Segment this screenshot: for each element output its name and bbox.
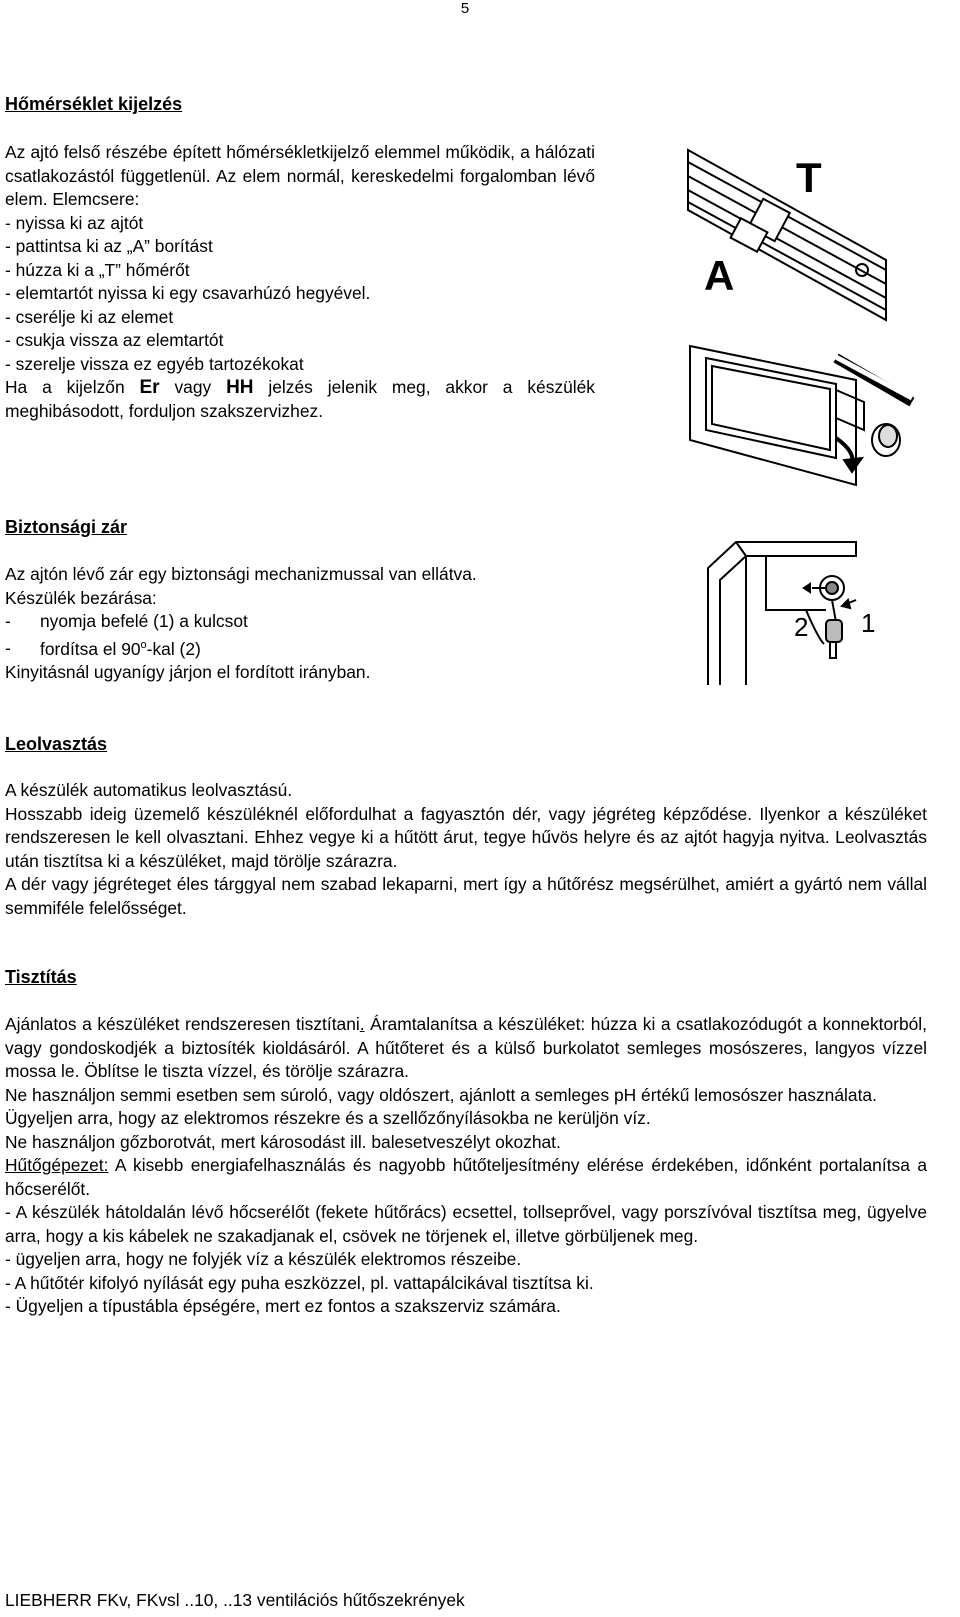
defrost-p2: Hosszabb ideig üzemelő készüléknél előfordulhat a fagyasztón dér, vagy jégréteg képződése. Ilyenkor a készüléket rendszeresen le kell olvasztani. Ehhez vegye ki a hűtött árut, tegye hűvös helyre és az ajtót hagyja nyitva. Leolvasztás után tisztítsa ki a készüléket, majd törölje szárazra. — [5, 803, 927, 871]
temp-step: - pattintsa ki az „A” borítást — [5, 236, 213, 256]
lock-line1: Az ajtón lévő zár egy biztonsági mechanizmussal van ellátva. — [5, 564, 477, 584]
error-code-note — [5, 376, 595, 423]
figure-label-t: T — [796, 154, 822, 201]
lock-step2-post: -kal (2) — [146, 638, 201, 659]
temp-step: - szerelje vissza ez egyéb tartozékokat — [5, 353, 304, 374]
error-code-er: Er — [139, 377, 160, 398]
cooling-unit-label: Hűtőgépezet: — [5, 1155, 109, 1175]
lock-key-figure — [706, 540, 896, 688]
error-post: jelzés jelenik meg, akkor a készülék meghibásodott, forduljon szakszervizhez. — [5, 377, 595, 421]
lock-line2: Készülék bezárása: — [5, 587, 157, 608]
temp-step: - csukja vissza az elemtartót — [5, 330, 224, 350]
cleaning-p1 — [5, 1013, 927, 1084]
lock-step2 — [5, 634, 605, 661]
footer: LIEBHERR FKv, FKvsl ..10, ..13 ventilációs hűtőszekrények — [5, 1590, 465, 1610]
lock-line3: Kinyitásnál ugyanígy járjon el fordított irányban. — [5, 661, 371, 682]
lock-step2-dash: - — [5, 638, 11, 659]
cleaning-p8: - A hűtőtér kifolyó nyílását egy puha eszközzel, pl. vattapálcikával tisztítsa ki. — [5, 1272, 594, 1293]
thermometer-battery-figure — [686, 140, 914, 490]
cleaning-p9: - Ügyeljen a típustábla épségére, mert ez fontos a szakszerviz számára. — [5, 1296, 561, 1316]
heading-cleaning: Tisztítás — [5, 967, 77, 987]
lock-step1-text: nyomja befelé (1) a kulcsot — [40, 611, 248, 631]
cleaning-p1-dot: . — [359, 1014, 365, 1034]
lock-step1-dash: - — [5, 611, 11, 631]
cleaning-p1b: Áramtalanítsa a készüléket: húzza ki a csatlakozódugót a konnektorból, vagy gondoskodjék a biztosíték kioldásáról. A hűtőteret és a külső burkolatot semleges mosószeres, langyos vízzel mossa le. Öblítse le tiszta vízzel, és törölje szárazra. — [5, 1014, 927, 1081]
temp-step: - húzza ki a „T” hőmérőt — [5, 259, 190, 280]
cleaning-p5 — [5, 1154, 927, 1201]
cleaning-p2: Ne használjon semmi esetben sem súroló, vagy oldószert, ajánlott a semleges pH értékű lemosószer használata. — [5, 1084, 877, 1105]
lock-text — [5, 563, 605, 684]
cleaning-p7: - ügyeljen arra, hogy ne folyjék víz a készülék elektromos részeibe. — [5, 1249, 522, 1269]
lock-step2-pre: fordítsa el 90 — [40, 638, 141, 659]
figure-label-one: 1 — [861, 608, 876, 638]
figure-label-two: 2 — [794, 612, 809, 642]
cleaning-p3: Ügyeljen arra, hogy az elektromos részekre és a szellőzőnyílásokba ne kerüljön víz. — [5, 1108, 651, 1128]
defrost-text — [5, 779, 927, 920]
temperature-text — [5, 141, 595, 423]
cleaning-text — [5, 1013, 927, 1319]
temp-step: - nyissa ki az ajtót — [5, 212, 144, 233]
heading-lock: Biztonsági zár — [5, 517, 128, 537]
temp-step: - cserélje ki az elemet — [5, 306, 174, 327]
defrost-p3: A dér vagy jégréteget éles tárggyal nem szabad lekaparni, mert így a hűtőrész megsérülhet, amiért a gyártó nem vállal semmiféle felelősséget. — [5, 874, 927, 918]
cleaning-p5-text: A kisebb energiafelhasználás és nagyobb hűtőteljesítmény elérése érdekében, időnként portalanítsa a hőcserélőt. — [5, 1155, 927, 1199]
heading-defrost: Leolvasztás — [5, 734, 108, 754]
temperature-intro: Az ajtó felső részébe épített hőmérsékletkijelző elemmel működik, a hálózati csatlakozástól függetlenül. Az elem normál, kereskedelmi forgalomban lévő elem. Elemcsere: — [5, 142, 595, 209]
cleaning-p6: - A készülék hátoldalán lévő hőcserélőt (fekete hűtőrács) ecsettel, tollseprővel, vagy porszívóval tisztítsa meg, ügyelve arra, hogy a kis kábelek ne szakadjanak el, csövek ne törjenek el, illetve görbüljenek meg. — [5, 1202, 927, 1246]
degree-sup: o — [140, 638, 147, 651]
figure-label-a: A — [704, 252, 735, 299]
error-mid: vagy — [174, 377, 212, 397]
lock-step1 — [5, 610, 605, 634]
defrost-p1: A készülék automatikus leolvasztású. — [5, 780, 293, 800]
error-code-hh: HH — [226, 377, 254, 398]
heading-temperature: Hőmérséklet kijelzés — [5, 94, 183, 114]
page-number: 5 — [460, 0, 470, 17]
temp-step: - elemtartót nyissa ki egy csavarhúzó hegyével. — [5, 283, 371, 303]
error-pre: Ha a kijelzőn — [5, 377, 125, 397]
cleaning-p1a: Ajánlatos a készüléket rendszeresen tisztítani — [5, 1014, 360, 1034]
cleaning-p4: Ne használjon gőzborotvát, mert károsodást ill. balesetveszélyt okozhat. — [5, 1131, 561, 1152]
